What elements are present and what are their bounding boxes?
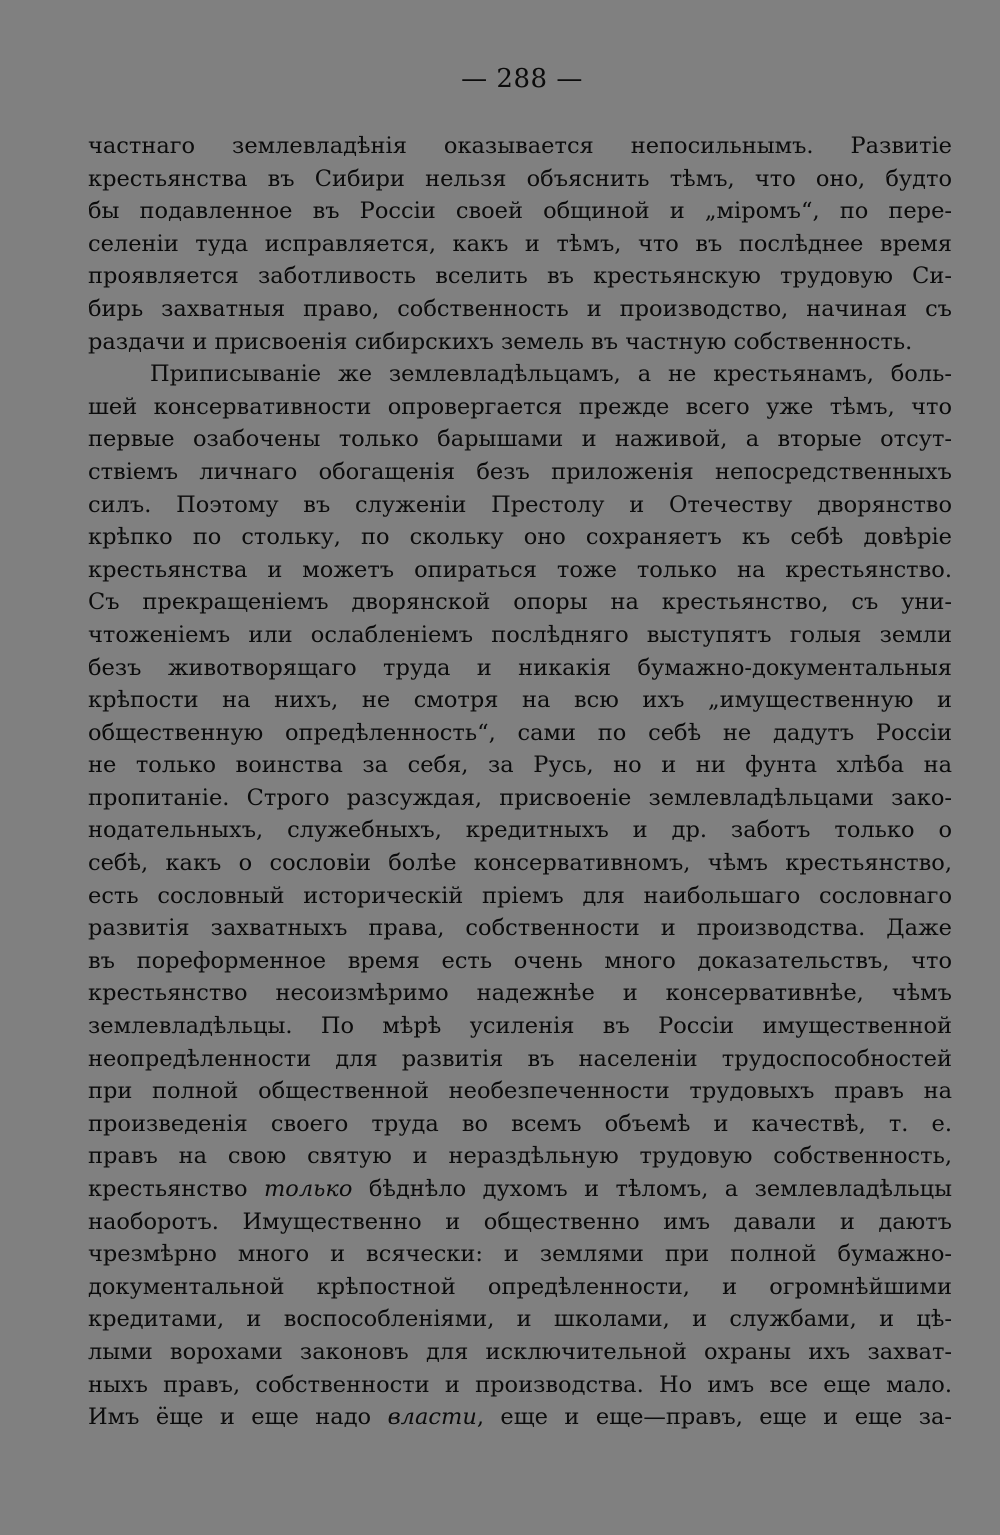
- text-line: документальной крѣпостной опредѣленности, и огромнѣйшими: [88, 1273, 952, 1300]
- text-line: чрезмѣрно много и всячески: и землями при полной бумажно-: [88, 1241, 952, 1268]
- text-line: [88, 1401, 952, 1434]
- text-line: бы подавленное въ Россіи своей общиной и „міромъ“, по пере-: [88, 198, 952, 225]
- text-line: крестьянство несоизмѣримо надежнѣе и консервативнѣе, чѣмъ: [88, 980, 952, 1007]
- text-segment: , еще и еще—правъ, еще и еще за-: [476, 1404, 952, 1431]
- text-line: общественную опредѣленность“, сами по себѣ не дадутъ Россіи: [88, 719, 952, 746]
- text-line: правъ на свою святую и нераздѣльную трудовую собственность,: [88, 1143, 952, 1170]
- text-segment: крестьянство: [88, 1176, 264, 1202]
- text-line: чтоженіемъ или ослабленіемъ послѣдняго выступятъ голыя земли: [88, 621, 952, 648]
- text-line: ствіемъ личнаго обогащенія безъ приложенія непосредственныхъ: [88, 458, 952, 485]
- text-line: проявляется заботливость вселить въ крестьянскую трудовую Си-: [88, 263, 952, 290]
- text-line: безъ животворящаго труда и никакія бумажно-документальныя: [88, 654, 952, 681]
- text-line: лыми ворохами законовъ для исключительной охраны ихъ захват-: [88, 1338, 952, 1365]
- text-line: селеніи туда исправляется, какъ и тѣмъ, что въ послѣднее время: [88, 230, 952, 257]
- text-line: при полной общественной необезпеченности трудовыхъ правъ на: [88, 1078, 952, 1105]
- text-line: ныхъ правъ, собственности и производства. Но имъ все еще мало.: [88, 1371, 952, 1398]
- text-line: нодательныхъ, служебныхъ, кредитныхъ и др. заботъ только о: [88, 817, 952, 844]
- text-line: раздачи и присвоенія сибирскихъ земель въ частную собственность.: [88, 328, 913, 355]
- page-number: — 288 —: [461, 64, 583, 94]
- text-line: Приписываніе же землевладѣльцамъ, а не крестьянамъ, боль-: [150, 361, 952, 388]
- text-line: крѣпко по стольку, по скольку оно сохраняетъ къ себѣ довѣріе: [88, 524, 952, 551]
- text-line: силъ. Поэтому въ служеніи Престолу и Отечеству дворянство: [88, 491, 952, 518]
- text-line: развитія захватныхъ права, собственности и производства. Даже: [88, 915, 952, 942]
- text-line: первые озабочены только барышами и наживой, а вторые отсут-: [88, 426, 952, 453]
- text-line: наоборотъ. Имущественно и общественно имъ давали и даютъ: [88, 1208, 952, 1235]
- text-line: бирь захватныя право, собственность и производство, начиная съ: [88, 295, 952, 322]
- text-line: пропитаніе. Строго разсуждая, присвоеніе землевладѣльцами зако-: [88, 784, 952, 811]
- text-segment: бѣднѣло духомъ и тѣломъ, а землевладѣльцы: [352, 1176, 953, 1202]
- text-line: [88, 1173, 952, 1206]
- text-line: крестьянства и можетъ опираться тоже только на крестьянство.: [88, 556, 952, 583]
- text-line: есть сословный историческій пріемъ для наибольшаго сословнаго: [88, 882, 952, 909]
- emphasized-word: власти: [387, 1404, 477, 1431]
- text-line: не только воинства за себя, за Русь, но и ни фунта хлѣба на: [88, 752, 952, 779]
- text-line: въ пореформенное время есть очень много доказательствъ, что: [88, 947, 952, 974]
- text-line: частнаго землевладѣнія оказывается непосильнымъ. Развитіе: [88, 133, 952, 159]
- body-text: [88, 130, 952, 1434]
- text-line: шей консервативности опровергается прежде всего уже тѣмъ, что: [88, 393, 952, 420]
- text-line: Съ прекращеніемъ дворянской опоры на крестьянство, съ уни-: [88, 589, 952, 616]
- text-line: крестьянства въ Сибири нельзя объяснить тѣмъ, что оно, будто: [88, 165, 952, 192]
- text-line: крѣпости на нихъ, не смотря на всю ихъ „имущественную и: [88, 687, 952, 714]
- text-line: произведенія своего труда во всемъ объемѣ и качествѣ, т. е.: [88, 1110, 952, 1137]
- text-line: неопредѣленности для развитія въ населеніи трудоспособностей: [88, 1045, 952, 1072]
- text-line: землевладѣльцы. По мѣрѣ усиленія въ Россіи имущественной: [88, 1013, 952, 1040]
- text-line: себѣ, какъ о сословіи болѣе консервативномъ, чѣмъ крестьянство,: [88, 850, 952, 877]
- text-line: кредитами, и воспособленіями, и школами, и службами, и цѣ-: [88, 1306, 952, 1333]
- emphasized-word: только: [263, 1176, 353, 1202]
- text-segment: Имъ ёще и еще надо: [88, 1404, 388, 1431]
